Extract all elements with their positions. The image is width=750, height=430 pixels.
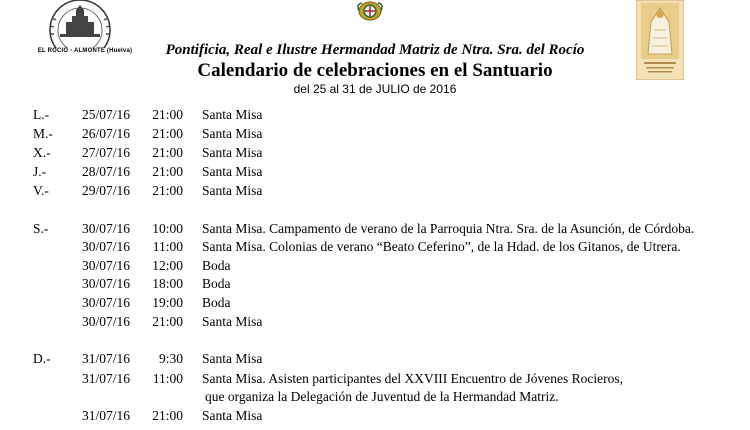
schedule-row <box>0 257 750 275</box>
event: Boda <box>202 295 231 310</box>
date: 27/07/16 <box>82 145 131 160</box>
event: Boda <box>202 276 231 291</box>
event: Santa Misa <box>202 408 263 423</box>
weekday: X.- <box>33 145 51 160</box>
weekday: D.- <box>33 351 51 366</box>
brotherhood-name: Pontificia, Real e Ilustre Hermandad Matriz de Ntra. Sra. del Rocío <box>165 42 585 58</box>
date-range: del 25 al 31 de JULIO de 2016 <box>293 82 457 96</box>
time: 21:00 <box>152 107 183 122</box>
schedule-row <box>0 275 750 293</box>
schedule-row <box>0 294 750 312</box>
date: 29/07/16 <box>82 183 131 198</box>
time: 21:00 <box>152 164 183 179</box>
event: Santa Misa <box>202 126 263 141</box>
date: 30/07/16 <box>82 276 131 291</box>
date: 31/07/16 <box>82 408 131 423</box>
schedule-row <box>0 106 750 124</box>
schedule-row <box>0 144 750 162</box>
schedule-row <box>0 125 750 143</box>
event: Santa Misa <box>202 145 263 160</box>
date: 26/07/16 <box>82 126 131 141</box>
time: 21:00 <box>152 314 183 329</box>
schedule-row <box>0 238 750 256</box>
time: 19:00 <box>152 295 183 310</box>
time: 21:00 <box>152 126 183 141</box>
seal-caption: EL ROCIO - ALMONTE (Huelva) <box>37 48 133 54</box>
time: 18:00 <box>152 276 183 291</box>
weekday: S.- <box>33 221 49 236</box>
weekday: J.- <box>33 164 47 179</box>
event-continuation: que organiza la Delegación de Juventud de la Hermandad Matriz. <box>205 389 559 404</box>
date: 30/07/16 <box>82 295 131 310</box>
schedule-row <box>0 350 750 368</box>
date: 30/07/16 <box>82 258 131 273</box>
schedule-row <box>0 313 750 331</box>
event: Boda <box>202 258 231 273</box>
weekday: L.- <box>33 107 50 122</box>
event: Santa Misa. Campamento de verano de la Parroquia Ntra. Sra. de la Asunción, de Córdoba. <box>202 221 695 236</box>
event: Santa Misa <box>202 107 263 122</box>
time: 11:00 <box>152 239 183 254</box>
event: Santa Misa <box>202 351 263 366</box>
date: 30/07/16 <box>82 239 131 254</box>
time: 9:30 <box>158 351 183 366</box>
date: 30/07/16 <box>82 221 131 236</box>
date: 30/07/16 <box>82 314 131 329</box>
schedule-row <box>0 407 750 425</box>
time: 11:00 <box>152 371 183 386</box>
time: 12:00 <box>152 258 183 273</box>
document-title: Calendario de celebraciones en el Santuario <box>197 60 553 81</box>
event: Santa Misa. Asisten participantes del XXVIII Encuentro de Jóvenes Rocieros, <box>202 371 624 386</box>
time: 21:00 <box>152 183 183 198</box>
schedule-row <box>0 163 750 181</box>
event: Santa Misa <box>202 164 263 179</box>
schedule-row-continuation <box>0 388 750 406</box>
schedule-row <box>0 182 750 200</box>
date: 31/07/16 <box>82 371 131 386</box>
weekday: M.- <box>33 126 53 141</box>
time: 21:00 <box>152 408 183 423</box>
date: 31/07/16 <box>82 351 131 366</box>
weekday: V.- <box>33 183 49 198</box>
time: 10:00 <box>152 221 183 236</box>
event: Santa Misa <box>202 314 263 329</box>
schedule-row <box>0 220 750 238</box>
schedule-row <box>0 370 750 388</box>
event: Santa Misa <box>202 183 263 198</box>
time: 21:00 <box>152 145 183 160</box>
date: 28/07/16 <box>82 164 131 179</box>
event: Santa Misa. Colonias de verano “Beato Ceferino”, de la Hdad. de los Gitanos, de Utrera. <box>202 239 681 254</box>
date: 25/07/16 <box>82 107 131 122</box>
